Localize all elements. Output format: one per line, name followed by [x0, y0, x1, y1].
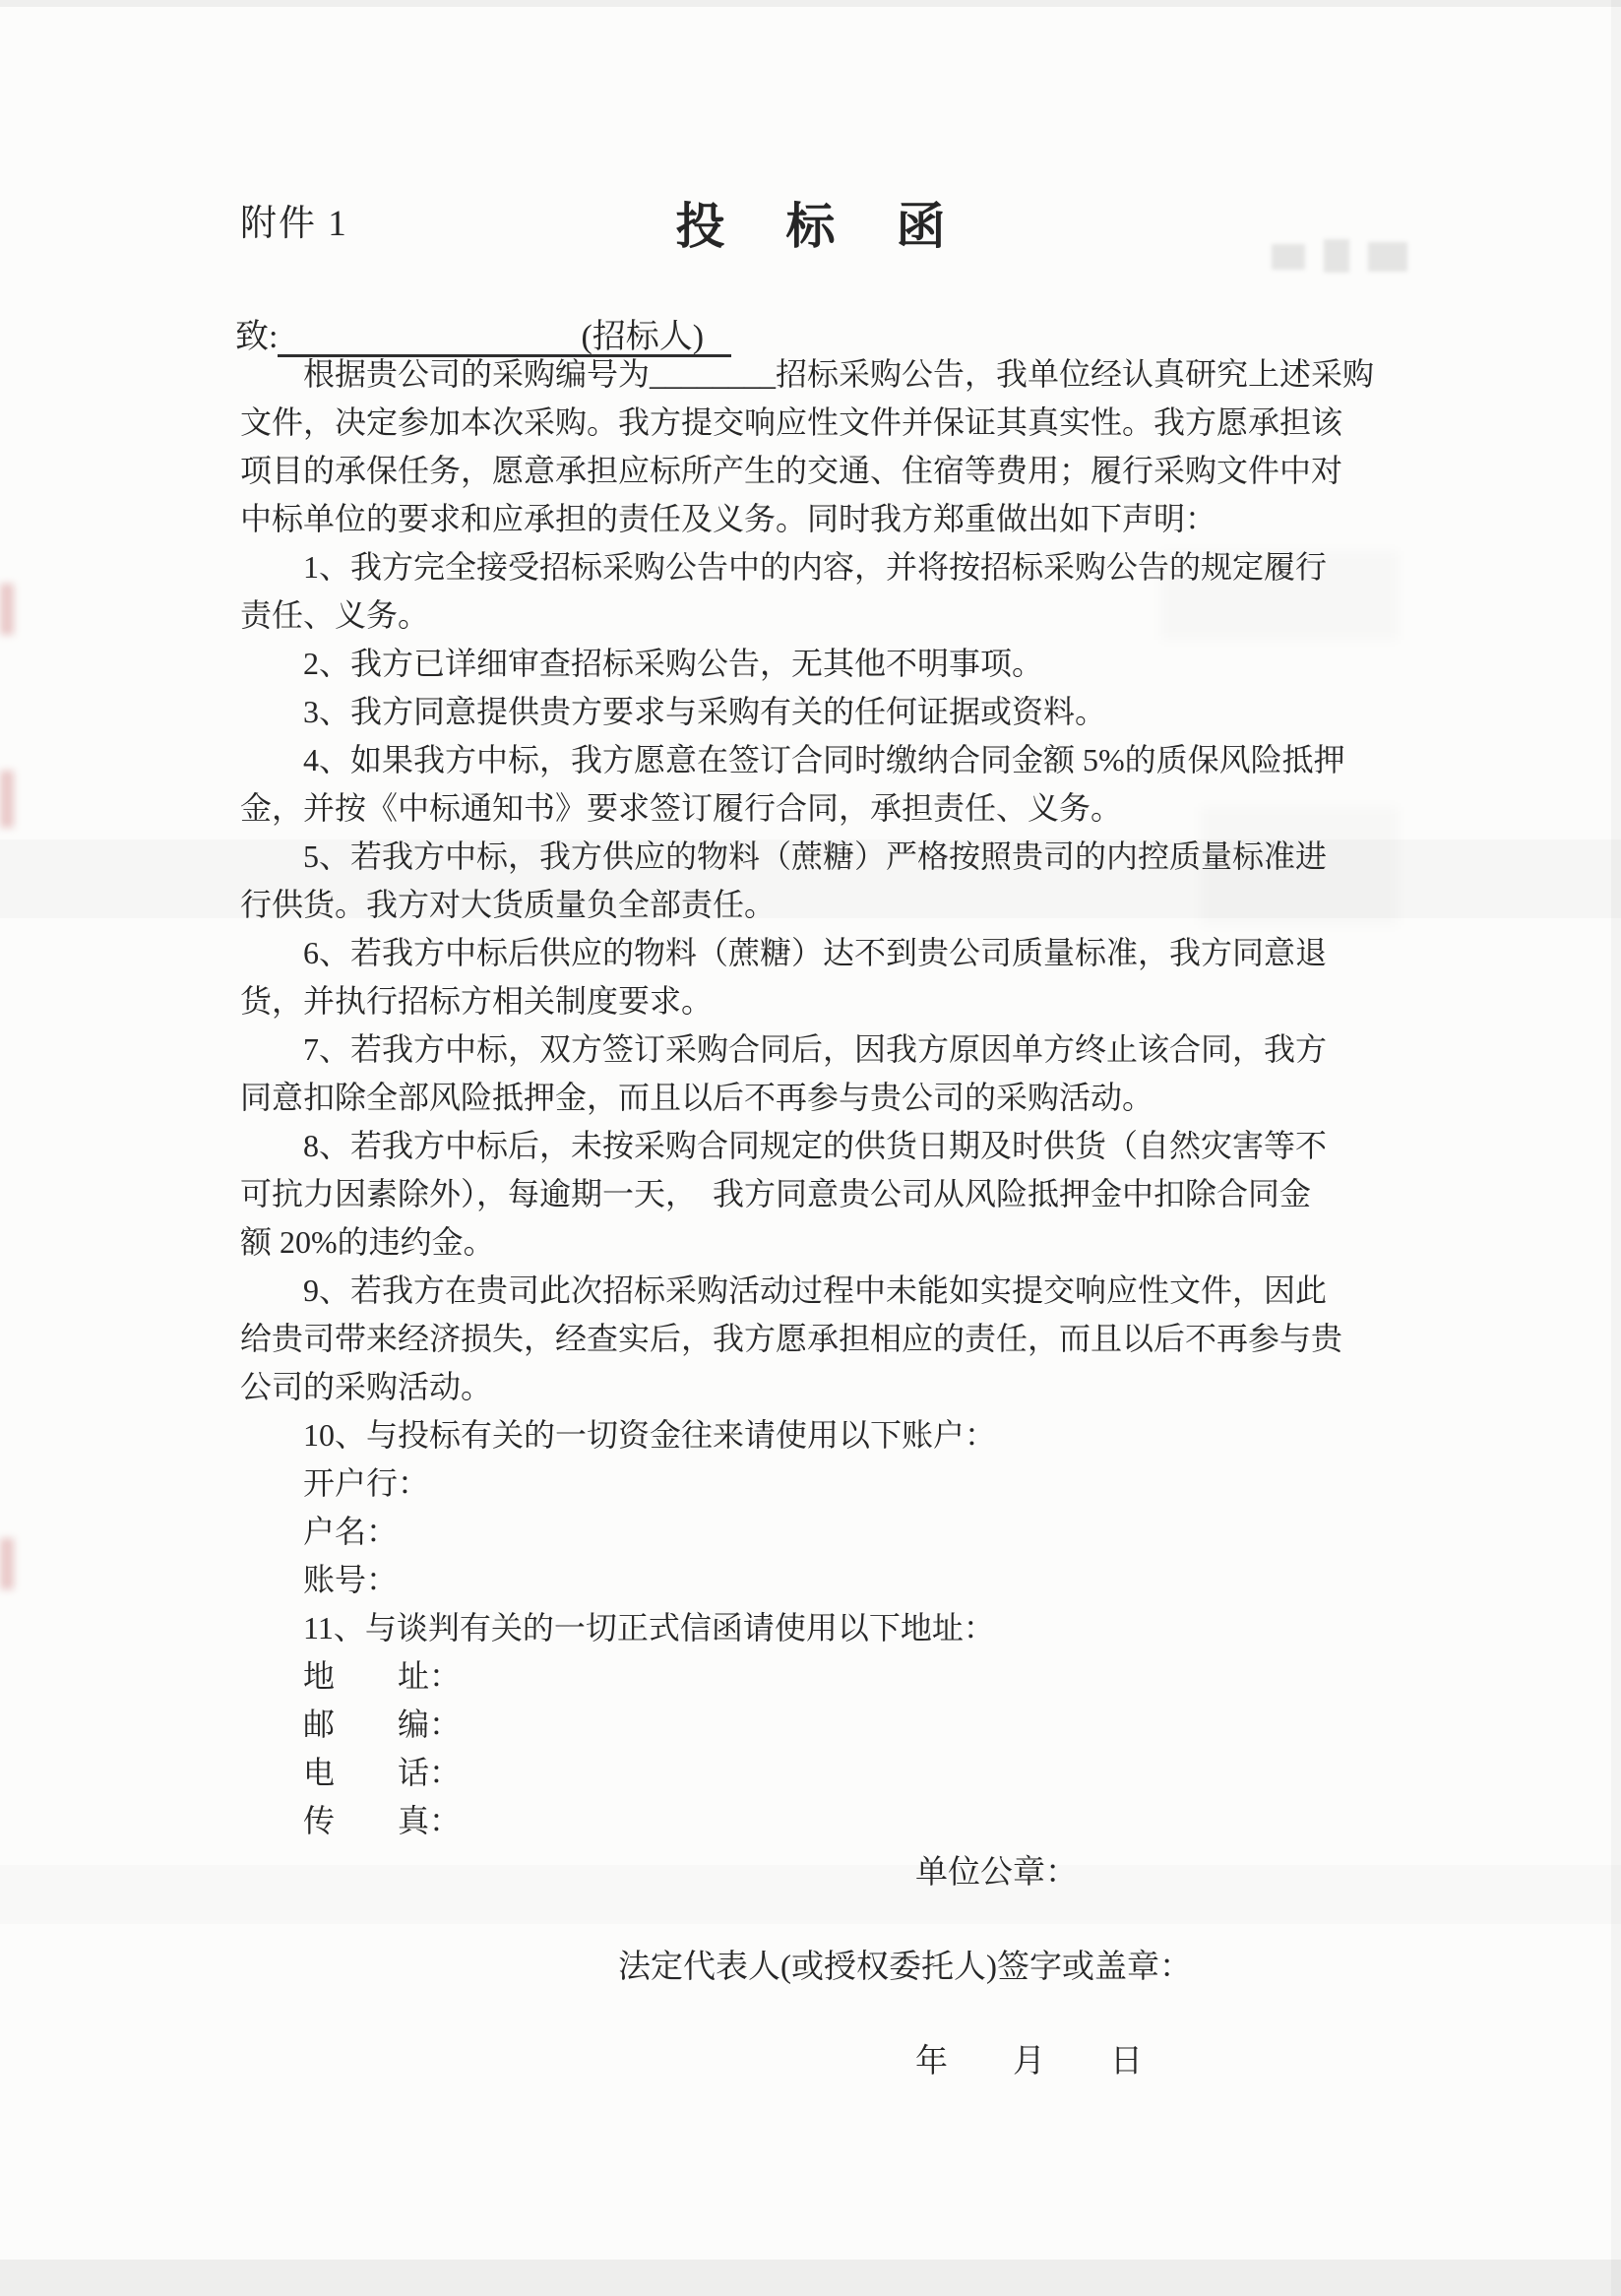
- company-seal-label: 单位公章：: [915, 1855, 1078, 1891]
- body-line: 中标单位的要求和应承担的责任及义务。同时我方郑重做出如下声明：: [240, 501, 1217, 536]
- body-line: 4、如果我方中标，我方愿意在签订合同时缴纳合同金额 5%的质保风险抵押: [240, 742, 1345, 777]
- scan-artifact-low-band: [0, 1865, 1621, 1924]
- scan-artifact-pink-smudge: [0, 771, 14, 828]
- body-line: 金，并按《中标通知书》要求签订履行合同，承担责任、义务。: [240, 790, 1123, 826]
- body-line: 账号：: [240, 1562, 399, 1597]
- body-line: 货，并执行招标方相关制度要求。: [240, 983, 714, 1019]
- scan-artifact-right-edge: [1611, 0, 1621, 2296]
- legal-representative-signature-label: 法定代表人(或授权委托人)签字或盖章：: [618, 1950, 1192, 1985]
- scan-artifact-bottom-band: [0, 2260, 1621, 2296]
- body-line: 文件，决定参加本次采购。我方提交响应性文件并保证其真实性。我方愿承担该: [240, 404, 1343, 440]
- recipient-hint: (招标人): [581, 319, 705, 355]
- scan-artifact-top-band: [0, 0, 1621, 7]
- scan-artifact-pink-smudge: [0, 1538, 14, 1589]
- body-line: 根据贵公司的采购编号为________招标采购公告，我单位经认真研究上述采购: [240, 356, 1375, 392]
- body-line: 传 真：: [240, 1803, 462, 1838]
- body-line: 户名：: [240, 1514, 399, 1549]
- date-label: 年 月 日: [915, 2044, 1143, 2079]
- body-line: 责任、义务。: [240, 597, 430, 633]
- body-line: 邮 编：: [240, 1706, 462, 1742]
- body-line: 11、与谈判有关的一切正式信函请使用以下地址：: [240, 1610, 995, 1645]
- attachment-label: 附件 1: [240, 204, 348, 244]
- body-line: 给贵司带来经济损失，经查实后，我方愿承担相应的责任，而且以后不再参与贵: [240, 1321, 1343, 1356]
- body-line: 地 址：: [240, 1658, 462, 1694]
- document-title: 投标函: [675, 199, 1007, 254]
- body-line: 开户行：: [240, 1465, 430, 1501]
- body-line: 电 话：: [240, 1755, 462, 1790]
- letter-body: [240, 350, 1411, 1845]
- body-line: 行供货。我方对大货质量负全部责任。: [240, 887, 777, 922]
- body-line: 项目的承保任务，愿意承担应标所产生的交通、住宿等费用；履行采购文件中对: [240, 453, 1343, 488]
- body-line: 8、若我方中标后，未按采购合同规定的供货日期及时供货（自然灾害等不: [240, 1128, 1328, 1163]
- body-line: 5、若我方中标，我方供应的物料（蔗糖）严格按照贵司的内控质量标准进: [240, 838, 1328, 874]
- body-line: 7、若我方中标，双方签订采购合同后，因我方原因单方终止该合同，我方: [240, 1031, 1328, 1067]
- body-line: 同意扣除全部风险抵押金，而且以后不再参与贵公司的采购活动。: [240, 1080, 1154, 1115]
- body-line: 额 20%的违约金。: [240, 1224, 495, 1260]
- scan-artifact-pink-smudge: [0, 584, 14, 635]
- body-line: 可抗力因素除外），每逾期一天， 我方同意贵公司从风险抵押金中扣除合同金: [240, 1176, 1312, 1211]
- body-line: 2、我方已详细审查招标采购公告，无其他不明事项。: [240, 646, 1044, 681]
- to-label: 致:: [235, 319, 279, 355]
- body-line: 3、我方同意提供贵方要求与采购有关的任何证据或资料。: [240, 694, 1107, 729]
- body-line: 公司的采购活动。: [240, 1369, 493, 1404]
- body-line: 6、若我方中标后供应的物料（蔗糖）达不到贵公司质量标准，我方同意退: [240, 935, 1328, 970]
- body-line: 1、我方完全接受招标采购公告中的内容，并将按招标采购公告的规定履行: [240, 549, 1328, 585]
- body-line: 9、若我方在贵司此次招标采购活动过程中未能如实提交响应性文件，因此: [240, 1272, 1328, 1308]
- body-line: 10、与投标有关的一切资金往来请使用以下账户：: [240, 1417, 997, 1453]
